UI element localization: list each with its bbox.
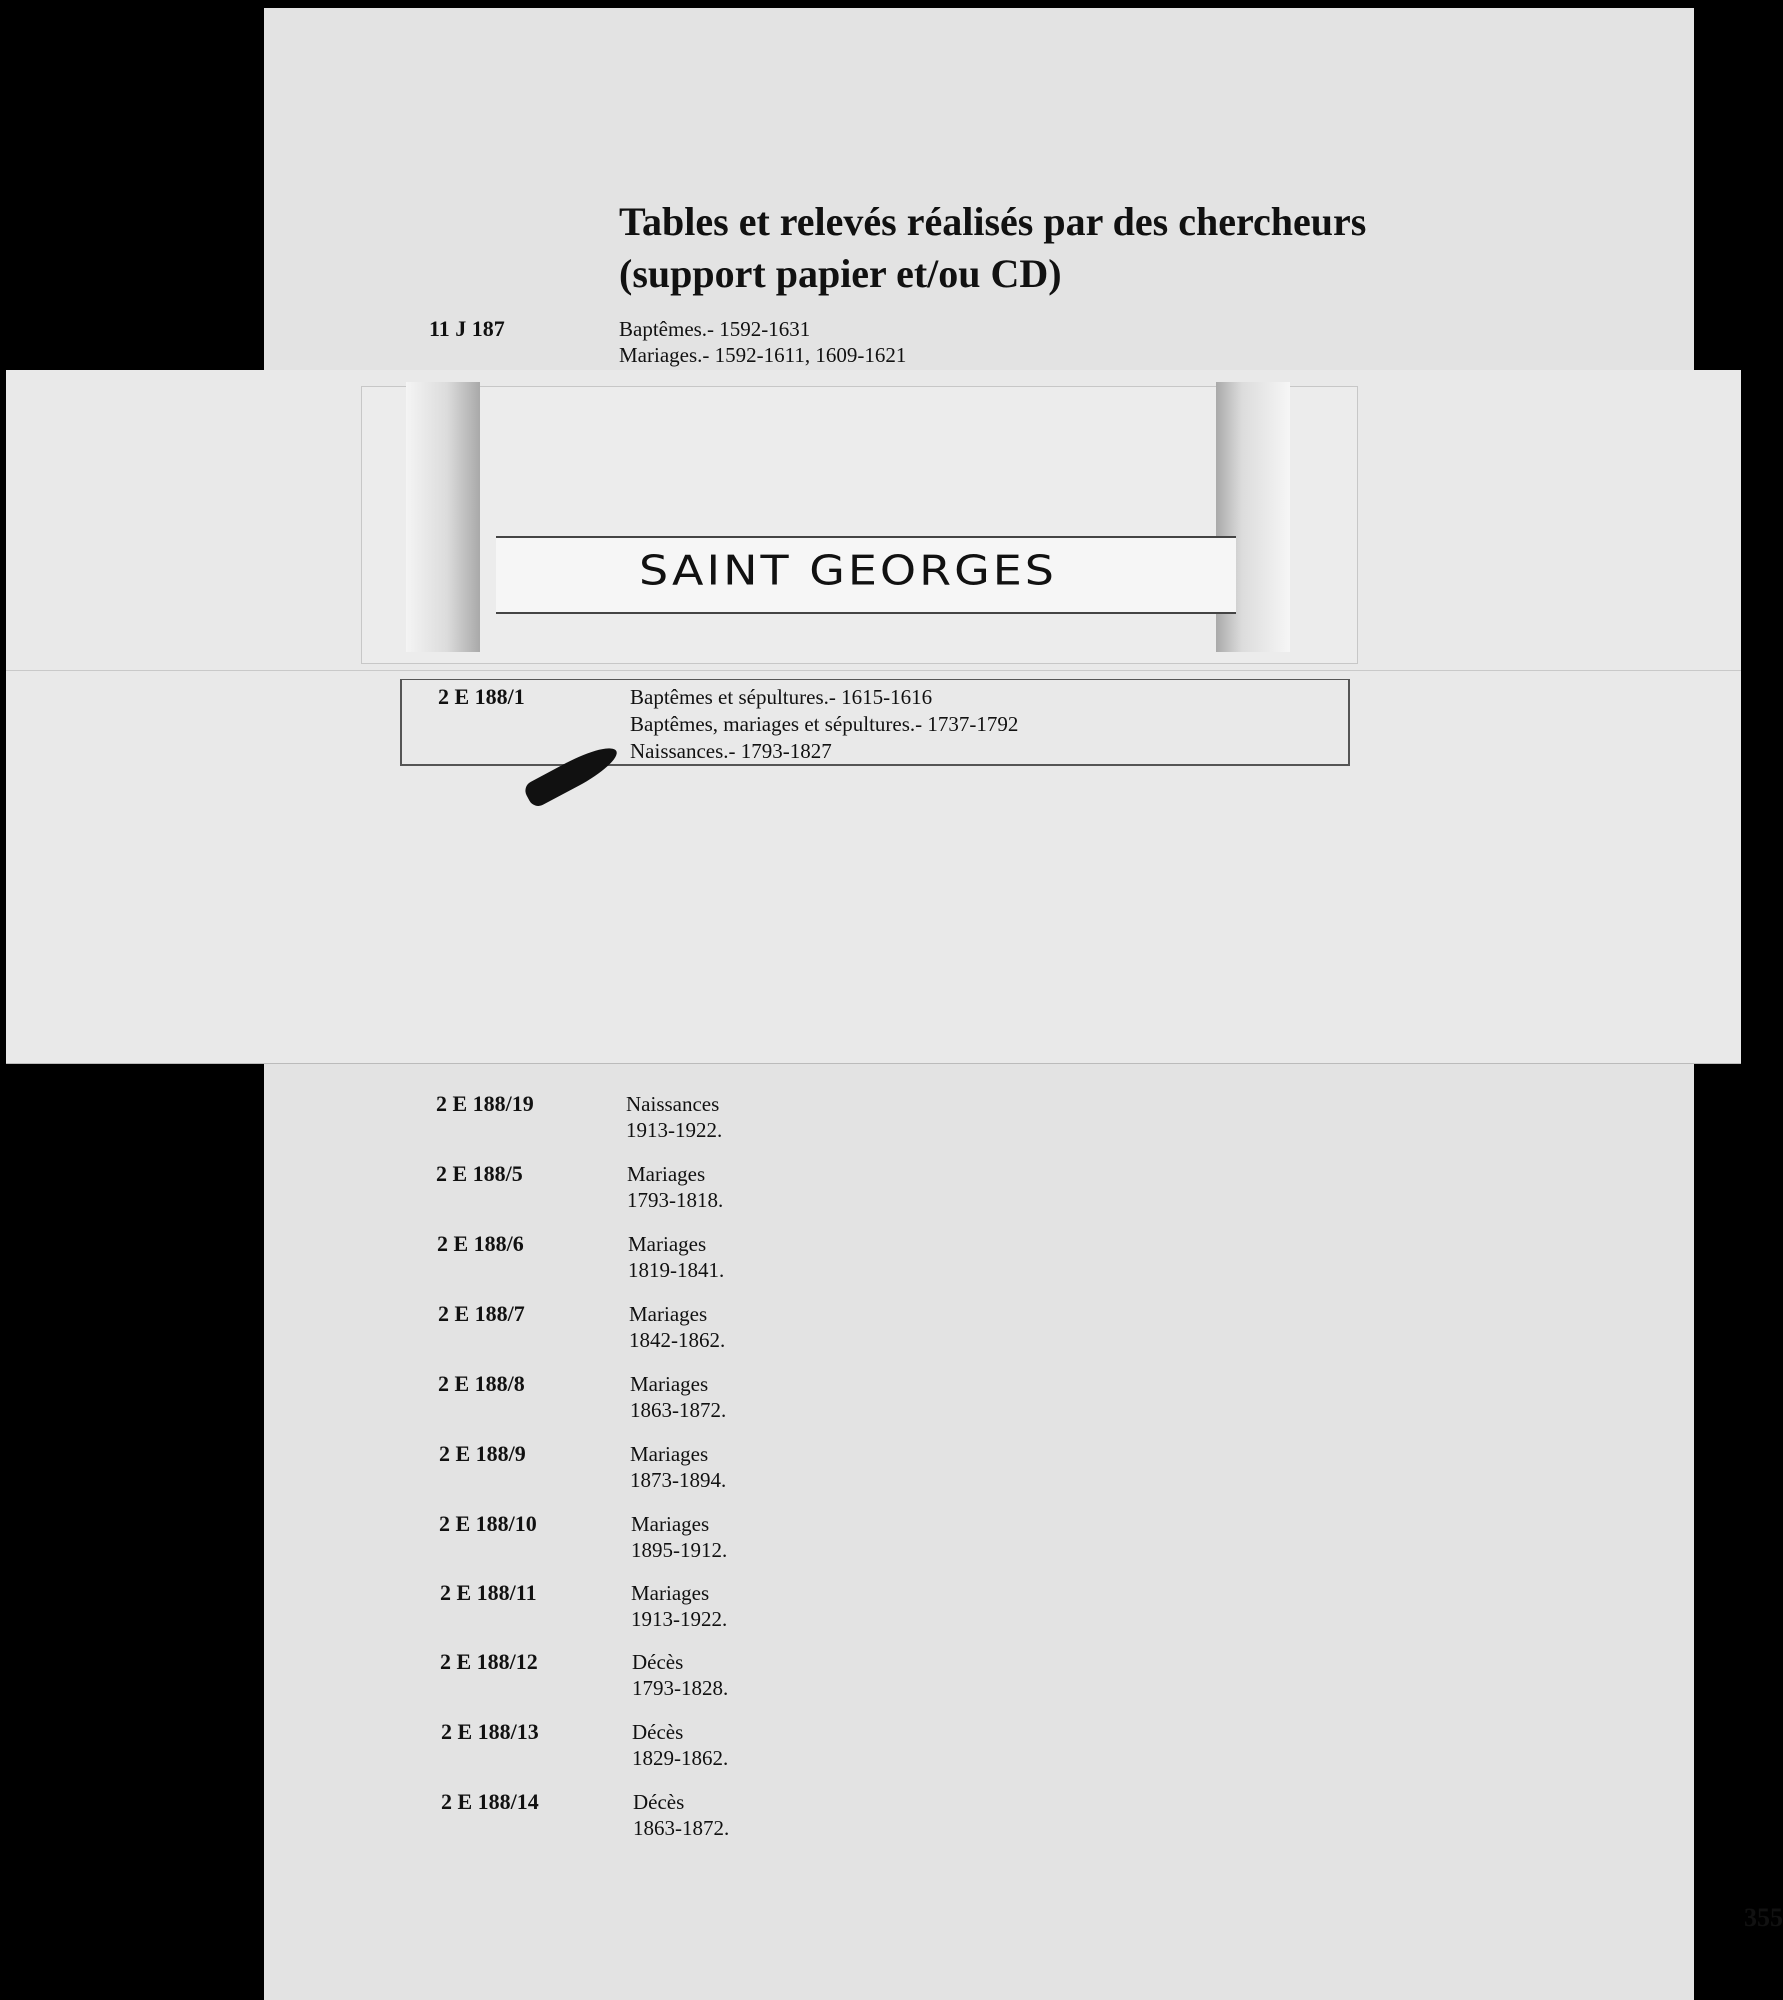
- commune-label: SAINT GEORGES: [639, 546, 1058, 595]
- strip-entry-line: Baptêmes et sépultures.- 1615-1616: [630, 685, 933, 709]
- entry-dates: 1863-1872.: [630, 1398, 727, 1422]
- entry-code: 2 E 188/5: [436, 1161, 523, 1186]
- entry-type: Mariages: [629, 1302, 708, 1326]
- entry-type: Mariages: [631, 1512, 710, 1536]
- fold-shadow-left: [406, 382, 480, 652]
- entry-dates: 1793-1828.: [632, 1676, 729, 1700]
- strip-entry-lines: [630, 684, 1018, 765]
- section-heading: [619, 196, 1619, 300]
- entry-details: [628, 1231, 724, 1283]
- entry-dates: 1913-1922.: [626, 1118, 723, 1142]
- entry-type: Mariages: [627, 1162, 706, 1186]
- entry-code: 2 E 188/8: [438, 1371, 525, 1396]
- entry-code: 2 E 188/9: [439, 1441, 526, 1466]
- entry-type: Mariages: [631, 1581, 710, 1605]
- entry-details: [631, 1580, 727, 1632]
- page-number: 355: [1744, 1903, 1783, 1932]
- entry-details: [627, 1161, 723, 1213]
- top-entry-line: Mariages.- 1592-1611, 1609-1621: [619, 343, 907, 367]
- entry-details: [630, 1371, 726, 1423]
- entry-dates: 1863-1872.: [633, 1816, 730, 1840]
- entry-code: 2 E 188/14: [441, 1789, 539, 1814]
- label-tab: [361, 386, 1358, 664]
- strip-entry-box: [400, 679, 1350, 766]
- entry-dates: 1842-1862.: [629, 1328, 726, 1352]
- entry-code: 2 E 188/11: [440, 1580, 537, 1605]
- entry-details: [626, 1091, 722, 1143]
- entry-code: 2 E 188/13: [441, 1719, 539, 1744]
- entry-details: [629, 1301, 725, 1353]
- entry-details: [630, 1441, 726, 1493]
- entry-dates: 1895-1912.: [631, 1538, 728, 1562]
- heading-line-2: (support papier et/ou CD): [619, 251, 1062, 296]
- entry-code: 2 E 188/7: [438, 1301, 525, 1326]
- entry-dates: 1913-1922.: [631, 1607, 728, 1631]
- entry-details: [631, 1511, 727, 1563]
- entry-dates: 1793-1818.: [627, 1188, 724, 1212]
- strip-entry-code: 2 E 188/1: [438, 684, 525, 709]
- entry-type: Décès: [633, 1790, 685, 1814]
- top-entry-code: 11 J 187: [429, 316, 505, 341]
- entry-type: Décès: [632, 1650, 684, 1674]
- entry-code: 2 E 188/19: [436, 1091, 534, 1116]
- pasted-label-strip: [6, 370, 1741, 1063]
- strip-entry-line: Naissances.- 1793-1827: [630, 739, 832, 763]
- entry-type: Mariages: [628, 1232, 707, 1256]
- entry-dates: 1873-1894.: [630, 1468, 727, 1492]
- entry-dates: 1829-1862.: [632, 1746, 729, 1770]
- strip-seam: [6, 670, 1741, 671]
- strip-entry-line: Baptêmes, mariages et sépultures.- 1737-1792: [630, 712, 1019, 736]
- entry-type: Décès: [632, 1720, 684, 1744]
- entry-type: Mariages: [630, 1442, 709, 1466]
- entry-type: Mariages: [630, 1372, 709, 1396]
- heading-line-1: Tables et relevés réalisés par des chercheurs: [619, 199, 1367, 244]
- entry-details: [632, 1719, 728, 1771]
- entry-details: [632, 1649, 728, 1701]
- top-entry-line: Baptêmes.- 1592-1631: [619, 317, 811, 341]
- entry-type: Naissances: [626, 1092, 720, 1116]
- entry-code: 2 E 188/12: [440, 1649, 538, 1674]
- entry-code: 2 E 188/6: [437, 1231, 524, 1256]
- entry-details: [633, 1789, 729, 1841]
- entry-dates: 1819-1841.: [628, 1258, 725, 1282]
- entry-code: 2 E 188/10: [439, 1511, 537, 1536]
